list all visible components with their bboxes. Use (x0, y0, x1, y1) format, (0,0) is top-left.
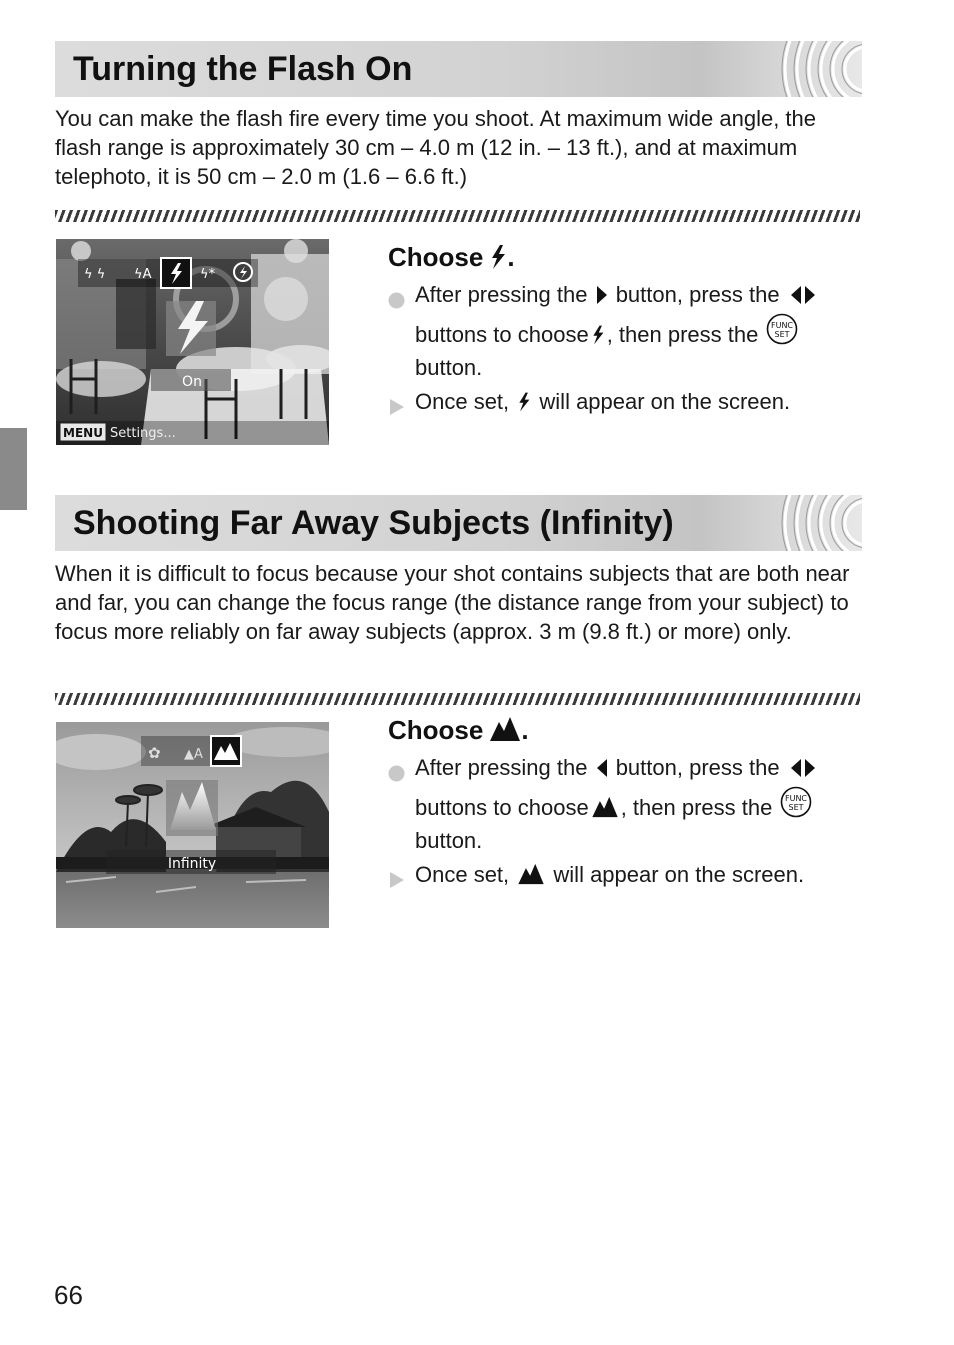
step-instruction-flash: After pressing the button, press the buttons to choose , then press the FUNC SET button. (388, 280, 858, 383)
left-right-arrow-buttons-icon (788, 283, 818, 313)
section-title-infinity: Shooting Far Away Subjects (Infinity) (73, 504, 674, 542)
svg-text:ϟA: ϟA (134, 267, 152, 282)
flash-on-icon (517, 390, 531, 420)
circle-bullet-icon (388, 760, 405, 790)
screen-settings-label: Settings... (110, 426, 176, 441)
screen-mode-label: Infinity (167, 856, 217, 872)
step-title-flash (388, 241, 858, 276)
section-banner-infinity (55, 495, 862, 551)
flash-on-icon (489, 244, 507, 276)
chapter-side-tab (0, 428, 27, 510)
step-result-flash: Once set, will appear on the screen. (388, 387, 858, 420)
section-title-flash: Turning the Flash On (73, 50, 413, 88)
triangle-bullet-icon (388, 867, 405, 897)
func-set-button-icon (780, 786, 812, 826)
step-choose-flash (388, 241, 858, 420)
camera-screen-flash (56, 239, 329, 445)
step-title-period: . (521, 715, 529, 745)
step-title-text: Choose (388, 715, 484, 745)
svg-text:SET: SET (774, 330, 790, 339)
screen-mode-label: On (182, 374, 202, 390)
svg-text:▲A: ▲A (184, 747, 203, 762)
func-set-button-icon (766, 313, 798, 353)
step-title-period: . (507, 242, 515, 272)
svg-text:SET: SET (788, 803, 804, 812)
svg-text:FUNC: FUNC (785, 794, 808, 803)
step-result-infinity: Once set, will appear on the screen. (388, 860, 858, 893)
hatched-divider (55, 693, 860, 705)
infinity-mountain-icon (517, 863, 545, 893)
step-choose-infinity (388, 714, 858, 893)
step-title-infinity (388, 714, 858, 749)
svg-text:ϟ ϟ: ϟ ϟ (84, 267, 106, 282)
banner-arcs-decoration (732, 41, 862, 97)
step-instruction-infinity: After pressing the button, press the buttons to choose , then press the FUNC SET button. (388, 753, 858, 856)
right-arrow-button-icon (596, 283, 608, 313)
infinity-mountain-icon (591, 796, 619, 826)
svg-text:ϟ*: ϟ* (200, 267, 216, 282)
svg-text:✿: ✿ (148, 744, 161, 762)
camera-screen-infinity (56, 722, 329, 928)
infinity-mountain-icon (489, 716, 521, 749)
intro-text-flash: You can make the flash fire every time you shoot. At maximum wide angle, the flash range is approximately 30 cm – 4.0 m (12 in. – 13 ft.), and at maximum telephoto, it is 50 cm – 2.0 m (1.6 – 6.6 ft.) (55, 106, 817, 189)
screen-menu-label: MENU (63, 426, 103, 440)
banner-arcs-decoration (732, 495, 862, 551)
left-arrow-button-icon (596, 756, 608, 786)
step-title-text: Choose (388, 242, 484, 272)
left-right-arrow-buttons-icon (788, 756, 818, 786)
page-number: 66 (54, 1280, 83, 1310)
circle-bullet-icon (388, 287, 405, 317)
flash-on-icon (591, 323, 605, 353)
hatched-divider (55, 210, 860, 222)
section-banner-flash (55, 41, 862, 97)
svg-text:FUNC: FUNC (771, 321, 794, 330)
intro-text-infinity: When it is difficult to focus because your shot contains subjects that are both near and far, you can change the focus range (the distance range from your subject) to focus more reliably on far away subjects (approx. 3 m (9.8 ft.) or more) only. (55, 561, 850, 644)
triangle-bullet-icon (388, 394, 405, 424)
